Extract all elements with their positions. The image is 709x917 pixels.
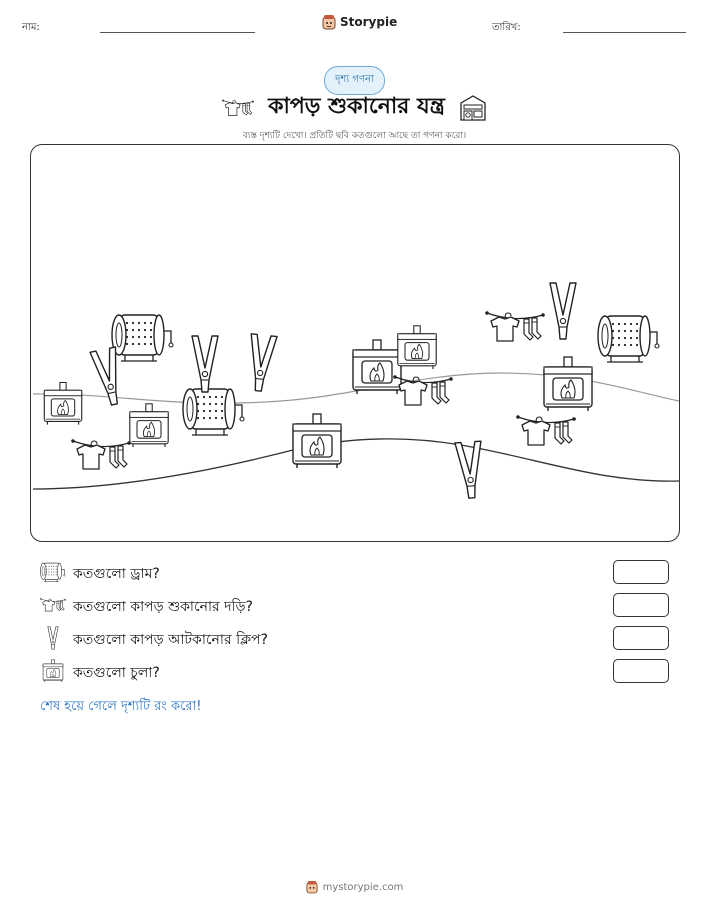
clothesline-icon <box>40 593 66 617</box>
footer <box>0 880 709 894</box>
clothespin-icon <box>40 626 66 650</box>
question-row <box>40 593 672 617</box>
brand-name: Storypie <box>340 15 398 29</box>
clothespin <box>455 441 485 499</box>
scene-illustration <box>31 145 679 541</box>
clothespin <box>192 336 218 392</box>
date-label: তারিখ: <box>492 22 521 33</box>
drum <box>183 389 244 435</box>
question-row <box>40 659 672 683</box>
site-url[interactable]: mystorypie.com <box>322 881 404 893</box>
clothesline-icon <box>222 94 254 122</box>
answer-box-stoves[interactable] <box>613 659 669 683</box>
date-field[interactable] <box>563 32 686 33</box>
question-text: কতগুলো কাপড় শুকানোর দড়ি? <box>73 599 253 615</box>
title-row <box>0 89 709 126</box>
name-label: নাম: <box>22 22 40 33</box>
answer-box-clothespins[interactable] <box>613 626 669 650</box>
clothespin <box>550 283 576 339</box>
clothespin <box>245 334 277 392</box>
page-title: কাপড় শুকানোর যন্ত্র <box>268 94 445 119</box>
brand-logo <box>322 13 397 31</box>
question-text: কতগুলো চুলা? <box>73 665 160 681</box>
question-text: কতগুলো কাপড় আটকানোর ক্লিপ? <box>73 632 268 648</box>
storypie-mascot-icon <box>306 880 318 894</box>
name-field[interactable] <box>100 32 255 33</box>
laundromat-icon <box>459 94 487 122</box>
instructions: ব্যস্ত দৃশ্যটি দেখো। প্রতিটি ছবি কতগুলো আছে তা গণনা করো। <box>242 131 467 141</box>
stove <box>398 326 436 369</box>
stove <box>130 404 168 447</box>
drum-icon <box>40 560 66 584</box>
stove <box>44 382 81 424</box>
front-hill-line <box>33 439 679 489</box>
clothesline <box>71 439 131 469</box>
color-instruction: শেষ হয়ে গেলে দৃশ্যটি রং করো! <box>40 699 202 714</box>
stove-icon <box>40 659 66 683</box>
drum <box>112 315 173 361</box>
drum <box>598 316 659 362</box>
answer-box-clotheslines[interactable] <box>613 593 669 617</box>
stove <box>293 414 341 468</box>
category-badge: দৃশ্য গণনা <box>324 66 385 95</box>
counting-scene <box>30 144 680 542</box>
clothesline <box>485 311 545 341</box>
stove <box>353 340 401 394</box>
answer-box-drums[interactable] <box>613 560 669 584</box>
storypie-mascot-icon <box>322 14 336 30</box>
question-text: কতগুলো ড্রাম? <box>73 566 160 582</box>
stove <box>544 357 592 411</box>
question-row <box>40 560 672 584</box>
question-row <box>40 626 672 650</box>
clothesline <box>516 415 576 445</box>
